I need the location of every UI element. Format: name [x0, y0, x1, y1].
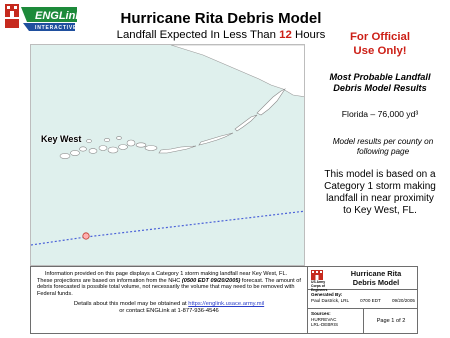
- page-number: Page 1 of 2: [376, 318, 406, 324]
- island: [99, 146, 107, 151]
- source-lrl-debris: LRL-DEBRIS: [311, 322, 339, 328]
- island: [145, 146, 157, 151]
- statement-line-1: This model is based on a: [324, 169, 436, 180]
- model-title-line-2: Debris Model: [352, 277, 400, 287]
- island: [117, 137, 122, 140]
- title-block-bottom: [308, 309, 418, 333]
- storm-position-marker[interactable]: [83, 233, 89, 239]
- key-west-label: Key West: [41, 134, 82, 144]
- army-corps-text: US Army Corps of Engineers: [311, 280, 328, 292]
- englink-logo: [5, 4, 78, 38]
- page-title: Hurricane Rita Debris Model: [120, 10, 322, 27]
- footer-box: [30, 266, 418, 334]
- sources-cell: [308, 309, 364, 333]
- island: [71, 150, 80, 155]
- generated-time: 0700 EDT: [360, 297, 381, 303]
- generated-label: Generated By:: [311, 292, 343, 297]
- logo-castle-window: [14, 6, 17, 9]
- statement-line-4: to Key West, FL.: [343, 205, 417, 216]
- model-title-line-1: Hurricane Rita: [350, 269, 402, 278]
- note-line-1: Model results per county on: [332, 137, 434, 146]
- logo-subtext: INTERACTIVE: [35, 25, 78, 31]
- logo-castle-window: [7, 6, 10, 9]
- generated-date: 09/20/2005: [391, 297, 415, 303]
- details-prefix: Details about this model may be obtained at: [73, 300, 189, 307]
- results-heading: [310, 72, 450, 94]
- island: [89, 149, 97, 154]
- results-line-1: Most Probable Landfall: [329, 72, 431, 82]
- debris-estimate: Florida – 76,000 yd³: [341, 109, 419, 119]
- corps-logo-window: [320, 271, 322, 273]
- title-block-header: [308, 267, 418, 290]
- logo-lower-block: [5, 19, 19, 28]
- generated-by-cell: [308, 290, 418, 309]
- englink-logo-graphic: [5, 4, 78, 38]
- logo-castle-door: [10, 11, 14, 17]
- results-line-2: Debris Model Results: [333, 83, 427, 93]
- subtitle-prefix: Landfall Expected In Less Than: [116, 29, 280, 41]
- model-statement: [310, 169, 450, 217]
- island: [136, 143, 146, 147]
- disclaimer-text-2: forecast. The amount of debris forecasted is possible total volume, not necessarily the volume that may need to be removed with Federal funds.: [37, 277, 301, 298]
- source-hurrevac: HURREVAC: [311, 316, 337, 322]
- official-use-warning: [310, 30, 450, 58]
- subtitle-suffix: Hours: [291, 29, 326, 41]
- subtitle-hours: 12: [279, 29, 292, 41]
- logo-text: ENGLink: [35, 10, 78, 22]
- island: [87, 139, 92, 142]
- official-line-1: For Official: [349, 31, 411, 43]
- details-line-2: or contact ENGLink at 1-877-936-4546: [119, 307, 219, 314]
- disclaimer-text-1: Information provided on this page displays a Category 1 storm making landfall near Key West, FL. These projections are based on information from the NHC: [37, 271, 288, 284]
- island: [127, 140, 135, 146]
- island: [104, 138, 110, 141]
- official-line-2: Use Only!: [353, 45, 407, 57]
- info-panel: [310, 30, 450, 217]
- island: [108, 147, 118, 153]
- corps-logo-window: [312, 271, 314, 273]
- corps-logo-window: [316, 271, 318, 273]
- disclaimer-paragraph: [37, 271, 301, 298]
- englink-link[interactable]: https://englink.usace.army.mil: [188, 300, 265, 307]
- debris-map[interactable]: [30, 44, 305, 266]
- footer-disclaimer: [31, 267, 307, 333]
- map-graphic: [31, 45, 305, 266]
- key-west-island: [60, 153, 70, 158]
- details-line-1: [37, 301, 301, 308]
- statement-line-2: Category 1 storm making: [324, 181, 436, 192]
- details-paragraph: [37, 301, 301, 314]
- generated-name: Paul Dastrick, LRL: [311, 297, 350, 303]
- model-title: [335, 270, 417, 287]
- island: [80, 147, 87, 151]
- sources-label: Sources:: [311, 311, 331, 316]
- forecast-time: (0500 EDT 09/20/2005): [181, 277, 241, 284]
- county-note: [310, 137, 450, 157]
- army-corps-castle-icon: [311, 270, 323, 280]
- statement-line-3: landfall in near proximity: [326, 193, 434, 204]
- island: [119, 145, 128, 150]
- title-block-box: [307, 267, 417, 333]
- note-line-2: following page: [356, 147, 410, 156]
- generated-values: [311, 298, 415, 304]
